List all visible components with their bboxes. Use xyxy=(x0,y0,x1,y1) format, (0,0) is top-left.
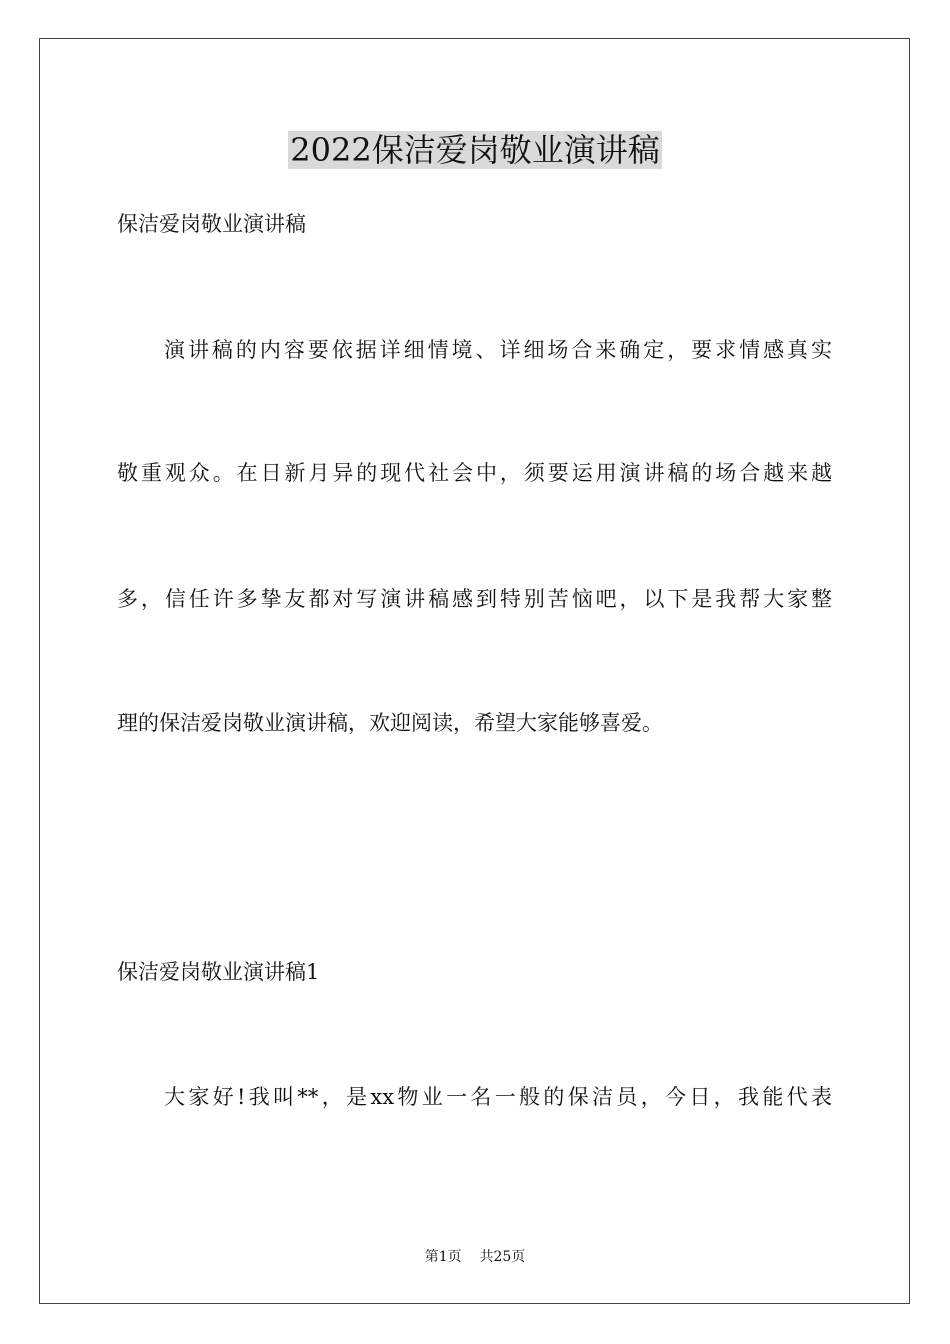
intro-paragraph-line-3: 多，信任许多挚友都对写演讲稿感到特别苦恼吧，以下是我帮大家整 xyxy=(117,587,832,611)
section-paragraph-line-1: 大家好!我叫**，是xx物业一名一般的保洁员，今日，我能代表 xyxy=(164,1085,832,1109)
section-heading: 保洁爱岗敬业演讲稿1 xyxy=(117,960,320,984)
intro-paragraph-line-4: 理的保洁爱岗敬业演讲稿，欢迎阅读，希望大家能够喜爱。 xyxy=(117,711,663,735)
document-title xyxy=(0,128,950,172)
page-number-footer: 第1页 共25页 xyxy=(424,1249,526,1265)
intro-paragraph-line-1: 演讲稿的内容要依据详细情境、详细场合来确定，要求情感真实 xyxy=(164,338,832,362)
document-subtitle: 保洁爱岗敬业演讲稿 xyxy=(117,212,306,236)
intro-paragraph-line-2: 敬重观众。在日新月异的现代社会中，须要运用演讲稿的场合越来越 xyxy=(117,461,832,485)
document-title-text: 2022保洁爱岗敬业演讲稿 xyxy=(290,131,660,169)
